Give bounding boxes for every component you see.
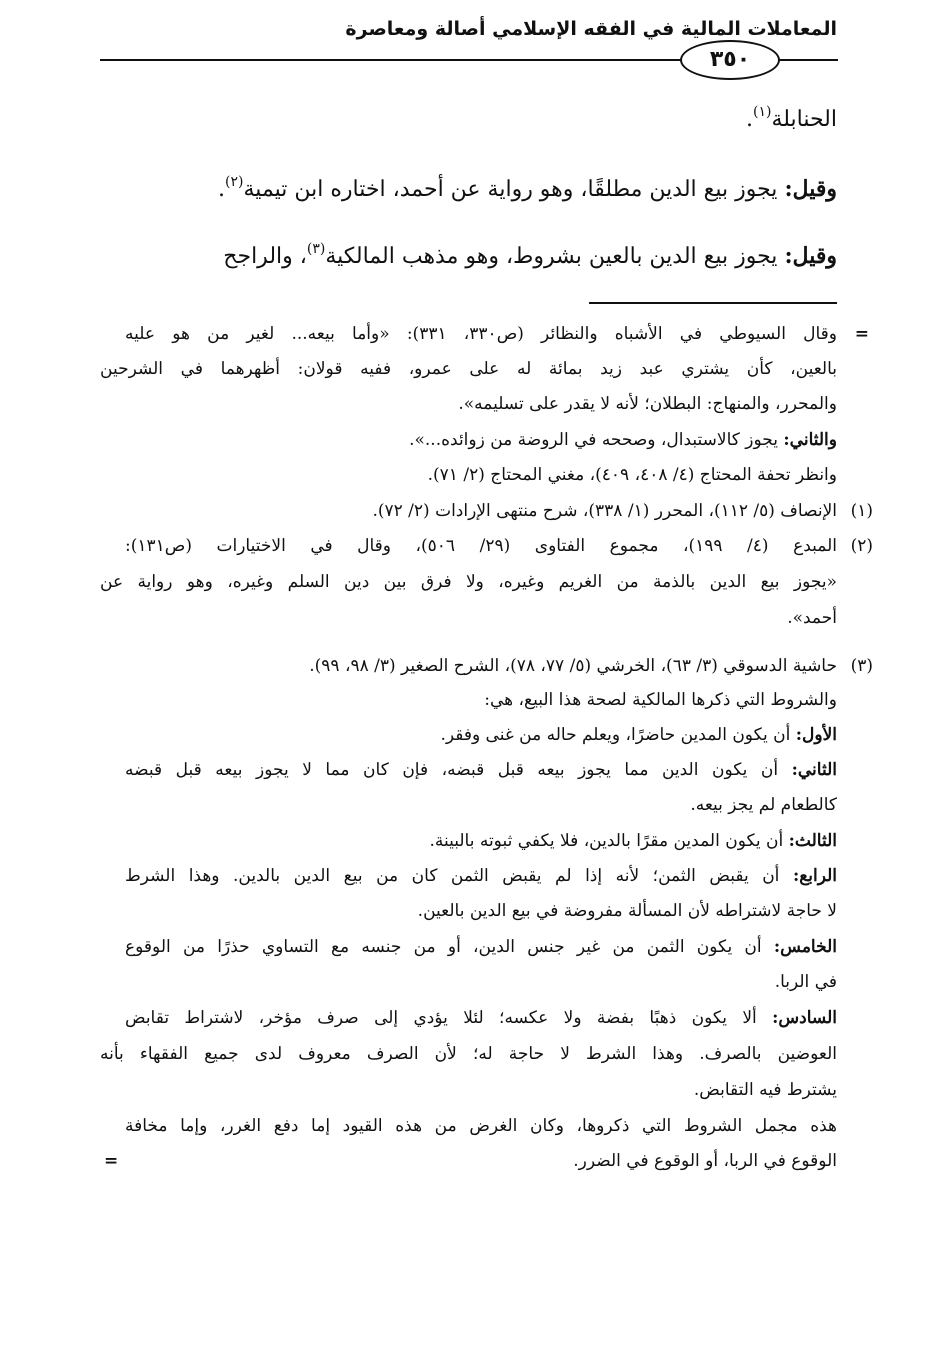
footnote-line: والشروط التي ذكرها المالكية لصحة هذا البيع، هي: [484,690,837,710]
footnote-line: كالطعام لم يجز بيعه. [690,795,837,815]
footnote-text: ألا يكون ذهبًا بفضة ولا عكسه؛ لئلا يؤدي إلى صرف مؤخر، لاشتراط تقابض [125,1008,773,1028]
footnote-text: أن يقبض الثمن؛ لأنه إذا لم يقبض الثمن كان من بيع الدين بالدين. وهذا الشرط [125,866,793,886]
footnote-ref: (٣) [306,241,326,257]
main-line-2 [100,172,837,207]
footnote-line: وقال السيوطي في الأشباه والنظائر (ص٣٣٠، ٣٣١): «وأما بيعه... لغير من هو عليه [125,324,838,344]
condition-3 [125,827,837,855]
main-lead: وقيل: [784,243,837,269]
condition-2 [125,756,837,784]
footnote-line: «يجوز بيع الدين بالذمة من الغريم وغيره، ولا فرق بين دين السلم وغيره، وهو رواية عن [100,572,837,592]
condition-4 [125,862,837,890]
condition-lead: الرابع: [792,866,837,886]
condition-1 [125,721,837,749]
footnote-line: وانظر تحفة المحتاج (٤/ ٤٠٨، ٤٠٩)، مغني المحتاج (٢/ ٧١). [427,465,837,485]
footnote-line: يشترط فيه التقابض. [693,1080,837,1100]
footnote-text: أن يكون المدين حاضرًا، ويعلم حاله من غنى وفقر. [440,725,796,745]
footnote-text: أن يكون المدين مقرًا بالدين، فلا يكفي ثبوته بالبينة. [429,831,789,851]
main-line-3 [100,239,837,274]
footnote-line: المبدع (٤/ ١٩٩)، مجموع الفتاوى (٢٩/ ٥٠٦)، وقال في الاختيارات (ص١٣١): [125,536,838,556]
footnote-marker: (٣) [850,656,873,676]
footnote-text: يجوز كالاستبدال، وصححه في الروضة من زوائده...». [409,430,784,450]
continuation-mark: = [854,324,869,344]
condition-6 [125,1004,837,1032]
footnote-line: هذه مجمل الشروط التي ذكروها، وكان الغرض من هذه القيود إما دفع الغرر، وإما مخافة [125,1116,837,1136]
continuation-mark: = [104,1151,119,1171]
main-text: يجوز بيع الدين مطلقًا، وهو رواية عن أحمد، اختاره ابن تيمية [243,177,785,202]
footnote-lead: والثاني: [783,430,837,450]
footnote-line: الإنصاف (٥/ ١١٢)، المحرر (١/ ٣٣٨)، شرح منتهى الإرادات (٢/ ٧٢). [372,501,837,521]
footnote-ref: (٢) [225,174,244,190]
running-title: المعاملات المالية في الفقه الإسلامي أصالة ومعاصرة [345,18,837,40]
condition-lead: السادس: [772,1008,837,1028]
footnote-line: الوقوع في الربا، أو الوقوع في الضرر. [573,1151,837,1171]
condition-5 [125,933,837,961]
main-text: يجوز بيع الدين بالعين بشروط، وهو مذهب المالكية [325,244,785,269]
condition-lead: الثالث: [788,831,837,851]
page-number: ٣٥٠ [680,40,780,80]
footnote-separator [589,302,837,304]
main-text: الحنابلة [771,107,837,132]
footnote-text: أن يكون الثمن من غير جنس الدين، أو من جنسه مع التساوي حذرًا من الوقوع [125,937,774,957]
main-text: ، والراجح [223,244,307,269]
footnote-line [125,426,837,454]
footnote-line: أحمد». [787,608,837,628]
footnote-line: لا حاجة لاشتراطه لأن المسألة مفروضة في بيع الدين بالعين. [417,901,837,921]
footnote-marker: (١) [850,501,873,521]
condition-lead: الخامس: [773,937,837,957]
footnote-line: حاشية الدسوقي (٣/ ٦٣)، الخرشي (٥/ ٧٧، ٧٨)، الشرح الصغير (٣/ ٩٨، ٩٩). [309,656,837,676]
condition-lead: الثاني: [791,760,837,780]
footnote-line: والمحرر، والمنهاج: البطلان؛ لأنه لا يقدر على تسليمه». [458,394,837,414]
main-text: . [218,177,226,202]
footnote-line: العوضين بالصرف. وهذا الشرط لا حاجة له؛ لأن الصرف معروف لدى جميع الفقهاء بأنه [100,1044,837,1064]
main-line-1 [100,103,837,137]
footnote-marker: (٢) [850,536,873,556]
condition-lead: الأول: [795,725,837,745]
footnote-line: في الربا. [774,972,837,992]
footnote-text: أن يكون الدين مما يجوز بيعه قبل قبضه، فإن كان مما لا يجوز بيعه قبل قبضه [125,760,792,780]
footnote-line: بالعين، كأن يشتري عبد زيد بمائة له على عمرو، ففيه قولان: أظهرهما في الشرحين [100,359,837,379]
main-lead: وقيل: [784,176,837,202]
main-text: . [745,107,753,132]
footnote-ref: (١) [752,104,772,120]
